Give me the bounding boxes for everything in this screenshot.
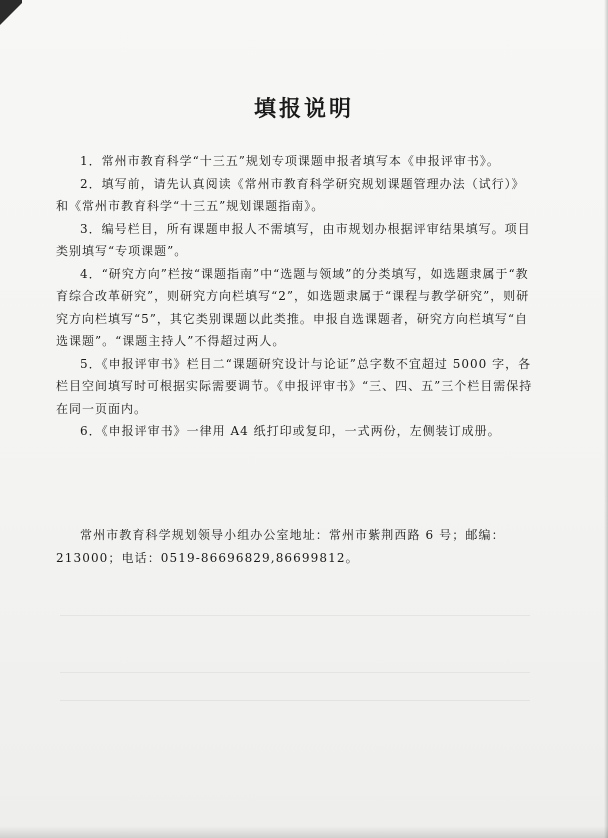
bleed-through-line: [60, 700, 530, 701]
instructions-list: [56, 150, 536, 443]
scan-edge-right: [604, 0, 608, 838]
bleed-through-line: [60, 672, 530, 673]
bleed-through-line: [60, 615, 530, 616]
page-title: 填报说明: [253, 97, 354, 122]
instruction-item-6: 6．《申报评审书》一律用 A4 纸打印或复印，一式两份，左侧装订成册。: [80, 424, 501, 438]
instruction-item-5: 5．《申报评审书》栏目二“课题研究设计与论证”总字数不宜超过 5000 字，各栏目空间填写时可根据实际需要调节。《申报评审书》“三、四、五”三个栏目需保持在同一页面内。: [56, 356, 533, 416]
instruction-item-1: 1．常州市教育科学“十三五”规划专项课题申报者填写本《申报评审书》。: [80, 154, 500, 168]
contact-info: 常州市教育科学规划领导小组办公室地址：常州市紫荆西路 6 号；邮编：213000；电话：0519-86696829,86699812。: [56, 528, 505, 565]
scan-corner-shadow: [0, 0, 22, 60]
instruction-item-3: 3．编号栏目，所有课题申报人不需填写，由市规划办根据评审结果填写。项目类别填写“专项课题”。: [56, 221, 531, 258]
instruction-item-2: 2．填写前，请先认真阅读《常州市教育科学研究规划课题管理办法（试行）》和《常州市教育科学“十三五”规划课题指南》。: [56, 176, 525, 213]
scan-edge-bottom: [0, 826, 608, 838]
instruction-item-4: 4．“研究方向”栏按“课题指南”中“选题与领域”的分类填写，如选题隶属于“教育综合改革研究”，则研究方向栏填写“2”，如选题隶属于“课程与教学研究”，则研究方向栏填写“5”，其它类别课题以此类推。申报自选课题者，研究方向栏填写“自选课题”。“课题主持人”不得超过两人。: [56, 266, 530, 348]
